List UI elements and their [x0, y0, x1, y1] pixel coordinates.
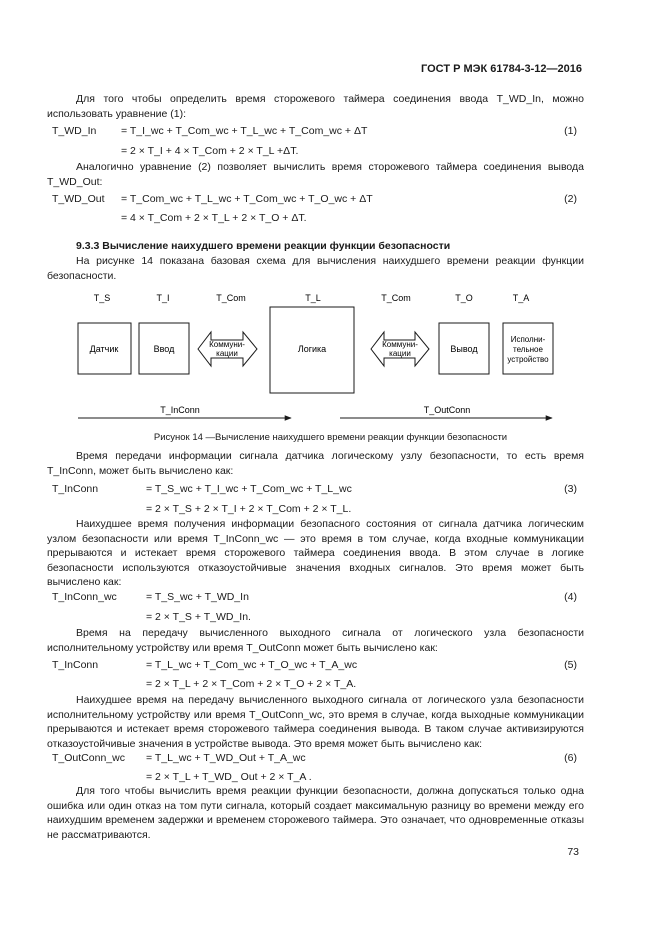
eq2-lhs: T_WD_Out: [52, 193, 105, 205]
eq2-rhs-2: = 4 × T_Com + 2 × T_L + 2 × T_O + ΔT.: [121, 212, 307, 224]
inconn-label: T_InConn: [160, 405, 200, 415]
sensor-label: Датчик: [89, 344, 119, 354]
eq2-rhs-1: = T_Com_wc + T_L_wc + T_Com_wc + T_O_wc + ΔT: [121, 193, 373, 205]
actuator-line3: устройство: [507, 355, 549, 364]
eq3-rhs-2: = 2 × T_S + 2 × T_I + 2 × T_Com + 2 × T_L.: [146, 503, 352, 515]
output-label: Вывод: [450, 344, 478, 354]
eq1-rhs-2: = 2 × T_I + 4 × T_Com + 2 × T_L +ΔT.: [121, 145, 299, 157]
eq4-lhs: T_InConn_wc: [52, 591, 117, 603]
paragraph-3: На рисунке 14 показана базовая схема для вычисления наихудшего времени реакции функции безопасности.: [47, 255, 584, 282]
comm2-line2: кации: [389, 349, 411, 358]
eq3-lhs: T_InConn: [52, 483, 99, 495]
figure-caption: Рисунок 14 —Вычисление наихудшего времени реакции функции безопасности: [153, 432, 508, 443]
eq5-rhs-2: = 2 × T_L + 2 × T_Com + 2 × T_O + 2 × T_A.: [146, 678, 357, 690]
page-number: 73: [567, 846, 579, 858]
eq5-rhs-1: = T_L_wc + T_Com_wc + T_O_wc + T_A_wc: [146, 659, 358, 671]
eq6-lhs: T_OutConn_wc: [52, 752, 125, 764]
eq3-number: (3): [564, 483, 577, 495]
actuator-line2: тельное: [513, 345, 543, 354]
label-t-i: T_I: [156, 293, 170, 303]
label-t-l: T_L: [305, 293, 321, 303]
label-t-s: T_S: [93, 293, 111, 303]
paragraph-1: Для того чтобы определить время сторожевого таймера соединения ввода T_WD_In, можно использовать уравнение (1):: [47, 93, 584, 120]
outconn-label: T_OutConn: [423, 405, 471, 415]
paragraph-5: Наихудшее время получения информации безопасного состояния от сигнала датчика логическим узлом безопасности или время T_InConn_wc — это время в том случае, когда входные коммуникации прерываются и истекает время сторожевого таймера соединения ввода. В этом случае в логике безопасности используются отказоустойчивые значения входных сигналов. Это время может быть вычислено как:: [47, 518, 584, 588]
paragraph-8: Для того чтобы вычислить время реакции функции безопасности, должна допускаться только одна ошибка или один отказ на том пути сигнала, который создает максимальную разницу во времени между его наихудшим временем задержки и временем сторожевого таймера. Это означает, что одновременные отказы не рассматриваются.: [47, 785, 584, 841]
logic-label: Логика: [297, 344, 327, 354]
label-t-a: T_A: [512, 293, 530, 303]
eq1-rhs-1: = T_I_wc + T_Com_wc + T_L_wc + T_Com_wc + ΔT: [121, 125, 368, 137]
eq4-number: (4): [564, 591, 577, 603]
eq5-number: (5): [564, 659, 577, 671]
label-t-com-1: T_Com: [216, 293, 246, 303]
comm1-line1: Коммуни-: [209, 340, 245, 349]
label-t-com-2: T_Com: [381, 293, 411, 303]
input-label: Ввод: [153, 344, 175, 354]
block-diagram: [0, 290, 661, 430]
eq4-rhs-2: = 2 × T_S + T_WD_In.: [146, 611, 251, 623]
paragraph-2: Аналогично уравнение (2) позволяет вычислить время сторожевого таймера соединения вывода T_WD_Out:: [47, 161, 584, 188]
eq6-number: (6): [564, 752, 577, 764]
paragraph-7: Наихудшее время на передачу вычисленного выходного сигнала от логического узла безопасности исполнительному устройству или время T_OutConn_wc, это время в случае, когда выходные коммуникации прерываются и истекает время сторожевого таймера соединения вывода. В таком случае активизируются отказоустойчивые значения в устройстве вывода. Это время может быть вычислено как:: [47, 694, 584, 750]
comm1-line2: кации: [216, 349, 238, 358]
actuator-line1: Исполни-: [510, 335, 546, 344]
eq2-number: (2): [564, 193, 577, 205]
eq1-lhs: T_WD_In: [52, 125, 97, 137]
comm2-line1: Коммуни-: [382, 340, 418, 349]
eq1-number: (1): [564, 125, 577, 137]
eq5-lhs: T_InConn: [52, 659, 99, 671]
paragraph-4: Время передачи информации сигнала датчика логическому узлу безопасности, то есть время T_InConn, может быть вычислено как:: [47, 450, 584, 477]
eq6-rhs-1: = T_L_wc + T_WD_Out + T_A_wc: [146, 752, 306, 764]
paragraph-6: Время на передачу вычисленного выходного сигнала от логического узла безопасности исполнительному устройству или время T_OutConn может быть вычислено как:: [47, 627, 584, 654]
document-header: ГОСТ Р МЭК 61784-3-12—2016: [421, 63, 582, 75]
eq4-rhs-1: = T_S_wc + T_WD_In: [146, 591, 249, 603]
eq6-rhs-2: = 2 × T_L + T_WD_ Out + 2 × T_A .: [146, 771, 312, 783]
label-t-o: T_O: [455, 293, 473, 303]
eq3-rhs-1: = T_S_wc + T_I_wc + T_Com_wc + T_L_wc: [146, 483, 352, 495]
section-heading: 9.3.3 Вычисление наихудшего времени реакции функции безопасности: [76, 240, 451, 252]
